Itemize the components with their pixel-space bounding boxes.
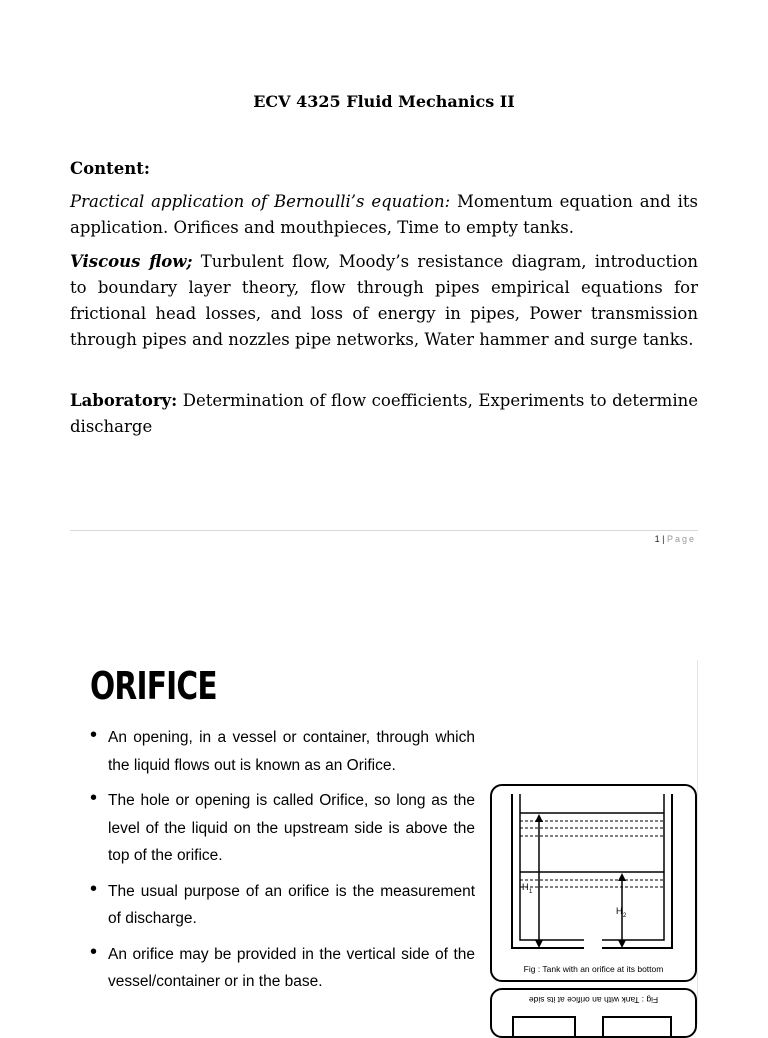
- paragraph-bernoulli: [70, 189, 698, 241]
- tank-side-right: [602, 1016, 672, 1036]
- bullet-item: • An opening, in a vessel or container, through which the liquid flows out is known as an Orifice.: [90, 724, 475, 779]
- page-number-separator: |: [659, 534, 667, 544]
- slide-edge: [697, 660, 698, 1024]
- tank-side-left: [512, 1016, 576, 1036]
- h2-subscript: 2: [623, 913, 627, 919]
- paragraph-laboratory: [70, 388, 698, 440]
- tank-inner-right: [602, 794, 664, 940]
- paragraph-viscous-flow: [70, 249, 698, 353]
- page-word: Page: [666, 534, 696, 544]
- tank-drawing: [492, 786, 695, 980]
- slide-orifice: [0, 660, 768, 1024]
- content-label: Content:: [70, 159, 150, 178]
- tank-diagram-side: [490, 988, 697, 1038]
- paragraph-lead: Viscous flow;: [70, 252, 193, 271]
- paragraph-text: Determination of flow coefficients, Experiments to determine discharge: [70, 391, 698, 436]
- slide-title: ORIFICE: [90, 664, 217, 708]
- h1-label: H: [522, 882, 529, 892]
- tank-left-wall: [512, 794, 584, 948]
- diagram-caption-flipped: Fig : Tank with an orifice at its side: [528, 995, 659, 1005]
- bullet-list: [90, 724, 475, 1004]
- tank-right-wall: [602, 794, 672, 948]
- h2-label: H: [616, 906, 623, 916]
- bullet-item: • An orifice may be provided in the vertical side of the vessel/container or in the base.: [90, 941, 475, 996]
- bullet-item: • The usual purpose of an orifice is the measurement of discharge.: [90, 878, 475, 933]
- paragraph-text: Momentum equation and its application. Orifices and mouthpieces, Time to empty tanks.: [70, 192, 698, 237]
- diagram-caption: Fig : Tank with an orifice at its bottom: [523, 964, 664, 974]
- paragraph-text: Turbulent flow, Moody’s resistance diagram, introduction to boundary layer theory, flow through pipes empirical equations for frictional head losses, and loss of energy in pipes, Power transmission through pipes and nozzles pipe networks, Water hammer and surge tanks.: [70, 252, 698, 349]
- footer-divider: [70, 530, 698, 531]
- page-number-value: 1: [654, 534, 660, 544]
- tank-inner-left: [520, 794, 584, 940]
- paragraph-lead: Laboratory:: [70, 391, 178, 410]
- page-number: [655, 534, 696, 544]
- h1-subscript: 1: [529, 889, 533, 895]
- bullet-item: • The hole or opening is called Orifice, so long as the level of the liquid on the upstream side is above the top of the orifice.: [90, 787, 475, 870]
- paragraph-lead: Practical application of Bernoulli’s equation:: [70, 192, 451, 211]
- page-title: ECV 4325 Fluid Mechanics II: [253, 92, 515, 111]
- tank-diagram: [490, 784, 697, 982]
